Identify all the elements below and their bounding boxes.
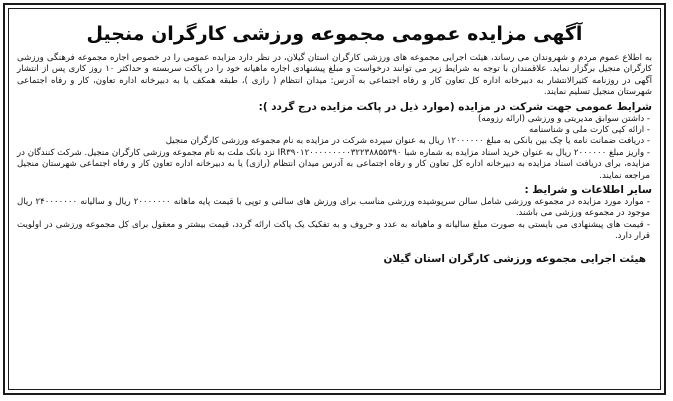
- notice-title: آگهی مزایده عمومی مجموعه ورزشی کارگران منجیل: [86, 23, 583, 45]
- condition-item-resume: - داشتن سوابق مدیریتی و ورزشی (ارائه رزومه): [477, 113, 650, 124]
- general-conditions-heading: شرایط عمومی جهت شرکت در مزایده (موارد ذیل در پاکت مزایده درج گردد ):: [258, 100, 652, 113]
- condition-item-guarantee: - دریافت ضمانت نامه یا چک بین بانکی به مبلغ ۱۲۰۰۰۰۰۰ ریال به عنوان سپرده شرکت در مزایده به نام مجموعه ورزشی کارگران منجیل: [165, 136, 650, 147]
- notice-intro-paragraph: به اطلاع عموم مردم و شهروندان می رساند، هیئت اجرایی مجموعه های ورزشی کارگران استان گیلان، در نظر دارد مزایده عمومی را در خصوص اجاره مجموعه فرهنگی ورزشی کارگران منجیل برگزار نماید. علاقمندان با توجه به شرایط زیر می توانند درخواست و مبلغ پیشنهادی اجاره ماهیانه خود را در پاکت سربسته و حداکثر ۱۰ روز کاری پس از انتشار آگهی در روزنامه کثیرالانتشار به دبیرخانه اداره کل تعاون کار و رفاه اجتماعی به آدرس: میدان انتظام ( رازی )، طبقه همکف یا به دبیرخانه اداره تعاون، کار و رفاه اجتماعی شهرستان منجیل تسلیم نمایند.: [17, 53, 653, 98]
- notice-outer-border: [3, 3, 666, 395]
- other-info-heading: سایر اطلاعات و شرایط :: [524, 184, 652, 197]
- condition-item-id-card: - ارائه کپی کارت ملی و شناسنامه: [528, 125, 650, 136]
- signature-line: هیئت اجرایی مجموعه ورزشی کارگران استان گیلان: [383, 252, 646, 265]
- condition-item-payment: - واریز مبلغ ۲۰۰۰۰۰۰ ریال به عنوان خرید اسناد مزایده به شماره شبا IR۳۹۰۱۲۰۰۰۰۰۰۰۰۰۳۲۲۳۸۸۵۵۳۹۰ نزد بانک ملت به نام مجموعه ورزشی کارگران منجیل. شرکت کنندگان در مزایده، برای دریافت اسناد مزایده به دبیرخانه اداره کل تعاون کار و رفاه اجتماعی به آدرس میدان انتظام (رازی) یا به دبیرخانه اداره تعاون کار و رفاه اجتماعی شهرستان منجیل مراجعه نمایند.: [17, 147, 650, 181]
- info-item-pricing: - قیمت های پیشنهادی می بایستی به صورت مبلغ سالیانه و ماهیانه به عدد و حروف و به تفکیک یک پاکت ارائه گردد، قیمت بیشتر و معقول برای کل مجموعه ورزشی در اولویت قرار دارد.: [17, 219, 650, 242]
- info-item-hall: - موارد مورد مزایده در مجموعه ورزشی شامل سالن سرپوشیده ورزشی مناسب برای ورزش های سالنی و توپی با قیمت پایه ماهانه ۲۰۰۰۰۰۰۰ ریال و سالیانه ۲۴۰۰۰۰۰۰۰ ریال موجود در مجموعه ورزشی می باشند.: [17, 197, 651, 219]
- notice-inner-border: [8, 8, 661, 390]
